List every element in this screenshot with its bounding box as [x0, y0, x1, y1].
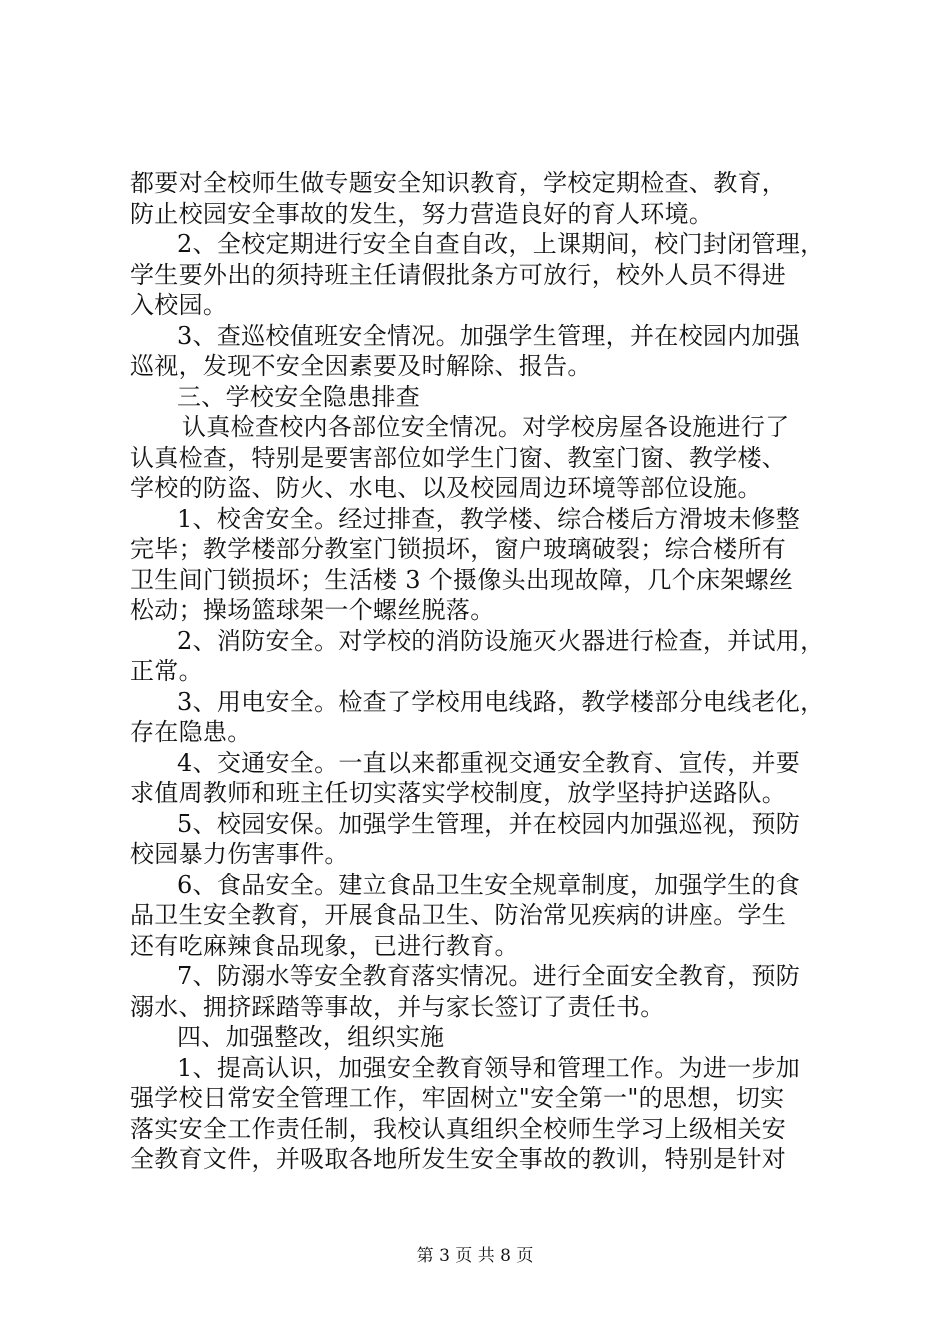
document-body — [130, 168, 836, 1175]
text-line: 防止校园安全事故的发生，努力营造良好的育人环境。 — [130, 199, 714, 228]
text-line: 认真检查校内各部位安全情况。对学校房屋各设施进行了 — [182, 413, 790, 441]
text-line: 全教育文件，并吸取各地所发生安全事故的教训，特别是针对 — [130, 1145, 787, 1173]
text-line: 1、提高认识，加强安全教育领导和管理工作。为进一步加 — [177, 1053, 801, 1082]
text-line: 认真检查，特别是要害部位如学生门窗、教室门窗、教学楼、 — [130, 443, 787, 472]
section-heading: 三、学校安全隐患排查 — [177, 382, 420, 411]
page-footer: 第 3 页 共 8 页 — [416, 1246, 534, 1266]
text-line: 6、食品安全。建立食品卫生安全规章制度，加强学生的食 — [177, 870, 801, 899]
text-line: 松动；操场篮球架一个螺丝脱落。 — [130, 596, 495, 624]
section-heading: 四、加强整改，组织实施 — [177, 1023, 445, 1051]
text-line: 校园暴力伤害事件。 — [130, 840, 349, 868]
text-line: 存在隐患。 — [130, 718, 252, 746]
text-line: 强学校日常安全管理工作，牢固树立"安全第一"的思想，切实 — [130, 1084, 785, 1112]
text-line: 1、校舍安全。经过排查，教学楼、综合楼后方滑坡未修整 — [177, 504, 801, 533]
text-line: 求值周教师和班主任切实落实学校制度，放学坚持护送路队。 — [130, 779, 787, 807]
text-line: 卫生间门锁损坏；生活楼 3 个摄像头出现故障，几个床架螺丝 — [130, 565, 794, 594]
text-line: 2、消防安全。对学校的消防设施灭火器进行检查，并试用， — [177, 626, 825, 655]
text-line: 品卫生安全教育，开展食品卫生、防治常见疾病的讲座。学生 — [130, 901, 787, 929]
text-line: 学生要外出的须持班主任请假批条方可放行，校外人员不得进 — [130, 260, 787, 289]
text-line: 4、交通安全。一直以来都重视交通安全教育、宣传，并要 — [177, 748, 801, 777]
text-line: 3、查巡校值班安全情况。加强学生管理，并在校园内加强 — [177, 321, 801, 350]
text-line: 学校的防盗、防火、水电、以及校园周边环境等部位设施。 — [130, 474, 762, 502]
text-line: 7、防溺水等安全教育落实情况。进行全面安全教育，预防 — [177, 962, 801, 990]
text-line: 溺水、拥挤踩踏等事故，并与家长签订了责任书。 — [130, 992, 665, 1021]
text-line: 3、用电安全。检查了学校用电线路，教学楼部分电线老化， — [177, 687, 825, 716]
text-line: 入校园。 — [130, 291, 228, 319]
text-line: 2、全校定期进行安全自查自改，上课期间，校门封闭管理， — [177, 230, 825, 258]
text-line: 正常。 — [130, 657, 203, 685]
text-line: 落实安全工作责任制，我校认真组织全校师生学习上级相关安 — [130, 1114, 787, 1143]
text-line: 都要对全校师生做专题安全知识教育，学校定期检查、教育， — [130, 169, 787, 197]
text-line: 巡视，发现不安全因素要及时解除、报告。 — [130, 352, 592, 380]
text-line: 完毕；教学楼部分教室门锁损坏，窗户玻璃破裂；综合楼所有 — [130, 535, 787, 563]
text-line: 5、校园安保。加强学生管理，并在校园内加强巡视，预防 — [177, 809, 801, 838]
text-line: 还有吃麻辣食品现象，已进行教育。 — [130, 931, 519, 960]
